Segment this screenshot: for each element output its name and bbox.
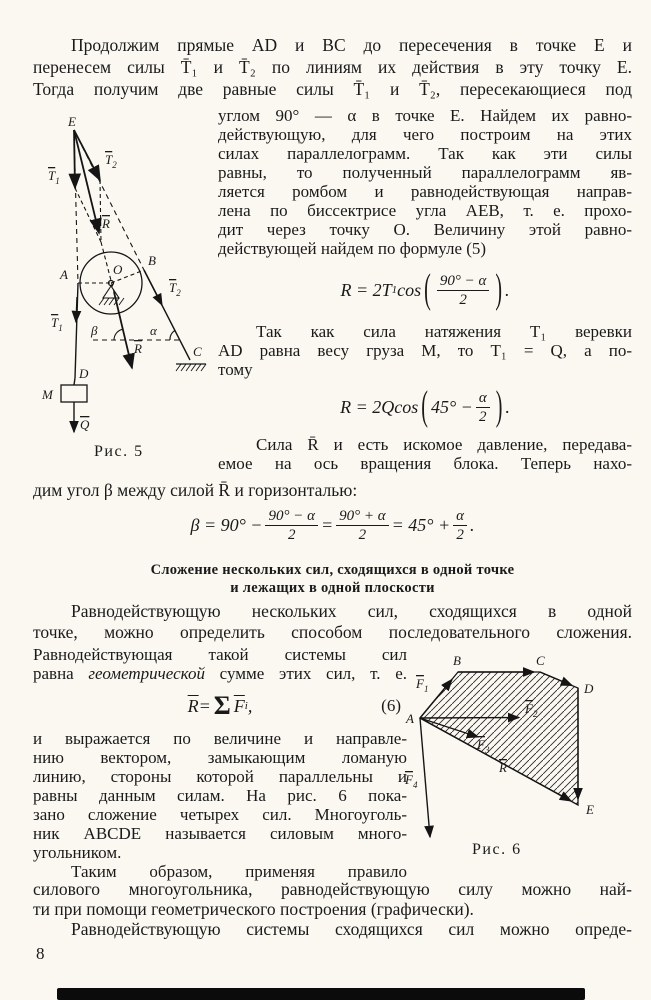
angle-alpha-arc	[170, 330, 176, 340]
text-line: дит через точку O. Величину этой равно-	[218, 220, 632, 239]
text-line: углом 90° — α в точке E. Найдем их равно-	[218, 106, 632, 125]
text-line: зано сложение четырех сил. Многоуголь-	[33, 805, 407, 824]
label-B: B	[148, 253, 156, 268]
label-B: B	[453, 653, 461, 668]
text-line: Продолжим прямые AD и BC до пересечения в точке E и	[71, 35, 632, 55]
label-C: C	[536, 653, 545, 668]
text-line: лена по биссектрисе угла AEB, т. е. прохо-	[218, 201, 632, 220]
angle-beta-arc	[114, 329, 122, 340]
label-O: O	[113, 262, 123, 277]
figure-5-pulley-diagram	[30, 112, 220, 444]
right-paren: )	[495, 383, 503, 429]
right-paren: )	[495, 266, 502, 312]
paragraph-intro	[33, 34, 632, 100]
rhombus-side	[100, 180, 101, 242]
label-T2-top: $T_2$	[105, 152, 117, 170]
label-F3: $F_3$	[477, 737, 490, 755]
label-F1: $F_1$	[416, 676, 429, 694]
ground-hatching-C	[176, 364, 206, 371]
section-heading	[33, 561, 632, 597]
italic-term: геометрической	[88, 664, 205, 683]
formula-beta: β = 90° − $\frac{90^\circ - \alpha}{2}$ = $\frac{90^\circ + \alpha}{2}$ = 45° + $\frac{\alpha}{2}$ .	[190, 507, 475, 543]
label-F4: $F_4$	[405, 772, 418, 790]
text-line: дим угол β между силой R̄ и горизонталью:	[33, 480, 358, 500]
text-line: ник ABCDE называется силовым много-	[33, 824, 407, 843]
vector-R-at-E	[74, 130, 99, 233]
label-F2: $F_2$	[525, 701, 538, 719]
label-T2-right: $T_2$	[169, 280, 181, 298]
label-D: D	[79, 366, 89, 381]
label-R-top: R	[102, 216, 110, 231]
text-line: равна геометрической сумме этих сил, т. е.	[33, 664, 407, 683]
label-E: E	[68, 114, 76, 129]
vector-T2-at-E	[74, 130, 100, 180]
text-line: действующую, для чего построим на этих	[218, 125, 632, 144]
text-line: Сила R̄ и есть искомое давление, передава-	[256, 435, 632, 454]
text-line: Таким образом, применяя правило	[71, 862, 407, 881]
text-line: равны данным силам. На рис. 6 пока-	[33, 786, 407, 805]
formula-R2Q: R = 2Q cos ( 45° − $\frac{\alpha}{2}$ ) .	[218, 379, 632, 435]
label-E: E	[586, 802, 594, 817]
text-line: точке, можно определить способом последовательного сложения.	[33, 622, 632, 642]
axle-support	[103, 286, 119, 298]
text-line: силового многоугольника, равнодействующую силу можно най-	[33, 879, 632, 899]
text-line: равны, то полученный параллелограмм яв-	[218, 163, 632, 182]
label-D: D	[584, 681, 594, 696]
label-beta: β	[91, 323, 98, 338]
vector-T1-at-E	[74, 130, 75, 188]
label-A: A	[60, 267, 68, 282]
text-line: и выражается по величине и направле-	[33, 729, 407, 748]
formula-6: $\overline{R}$ = Σ $\overline{F}$ i , (6)	[187, 691, 401, 720]
text-line: действующей найдем по формуле (5)	[218, 239, 487, 258]
vector-F4	[420, 718, 430, 837]
label-A: A	[406, 711, 414, 726]
vector-T2-on-rope	[144, 270, 162, 305]
label-M: M	[42, 387, 53, 402]
support-hatching	[99, 298, 124, 305]
label-T1-left: $T_1$	[51, 315, 63, 333]
label-C: C	[193, 344, 202, 359]
text-line: угольником.	[33, 843, 122, 862]
text-line: силах параллелограмм. Так как эти силы	[218, 144, 632, 163]
scan-artifact-bar	[57, 988, 585, 1000]
vector-T1-on-rope	[76, 297, 77, 322]
formula-5: R = 2T 1 cos ( $\frac{90^\circ - \alpha}{2}$ ) .	[218, 258, 632, 322]
figure-6-force-polygon	[403, 641, 651, 859]
vector-F2	[420, 718, 519, 719]
text-line: емое на ось вращения блока. Теперь нахо-	[218, 454, 632, 473]
heading-line: Сложение нескольких сил, сходящихся в одной точке	[150, 562, 515, 578]
left-paren: (	[424, 266, 431, 312]
rhombus-side	[75, 188, 101, 242]
text-line: Равнодействующая такой системы сил	[33, 645, 407, 664]
page-number: 8	[36, 944, 45, 963]
label-R-bottom: R	[134, 341, 142, 356]
column-right	[218, 106, 632, 473]
text-line: линию, стороны которой параллельны и	[33, 767, 407, 786]
text-line: ляется ромбом и равнодействующая направ-	[218, 182, 632, 201]
text-line: нию вектором, замыкающим ломаную	[33, 748, 407, 767]
load-M-box	[61, 385, 87, 402]
figure-6-caption: Рис. 6	[472, 841, 522, 858]
left-paren: (	[421, 383, 428, 429]
text-line: Равнодействующую нескольких сил, сходящихся в одной	[71, 601, 632, 621]
label-alpha: α	[150, 323, 157, 338]
text-line: AD равна весу груза M, то T₁ = Q, а по-	[218, 341, 632, 360]
column-left	[33, 645, 407, 881]
label-T1-top: $T_1$	[48, 168, 60, 186]
sigma-symbol: Σ	[213, 691, 231, 720]
equation-number: (6)	[381, 696, 401, 715]
label-Q: Q	[80, 417, 90, 432]
heading-line: и лежащих в одной плоскости	[230, 580, 435, 596]
force-polygon-ABCDE	[420, 672, 578, 805]
text-line: Равнодействующую системы сходящихся сил можно опреде-	[71, 919, 632, 939]
text-line: тому	[218, 360, 253, 379]
text-line: Тогда получим две равные силы T̄₁ и T̄₂, пересекающиеся под	[33, 79, 632, 99]
paragraph-resultant	[33, 601, 632, 643]
text-line: Так как сила натяжения T₁ веревки	[256, 322, 632, 341]
figure-5-caption: Рис. 5	[94, 443, 144, 460]
text-line: ти при помощи геометрического построения (графически).	[33, 899, 474, 919]
label-R: R	[499, 760, 507, 775]
text-line: перенесем силы T̄₁ и T̄₂ по линиям их действия в эту точку E.	[33, 57, 632, 77]
paragraph-bottom	[33, 879, 632, 939]
vector-R-bottom	[114, 292, 132, 368]
